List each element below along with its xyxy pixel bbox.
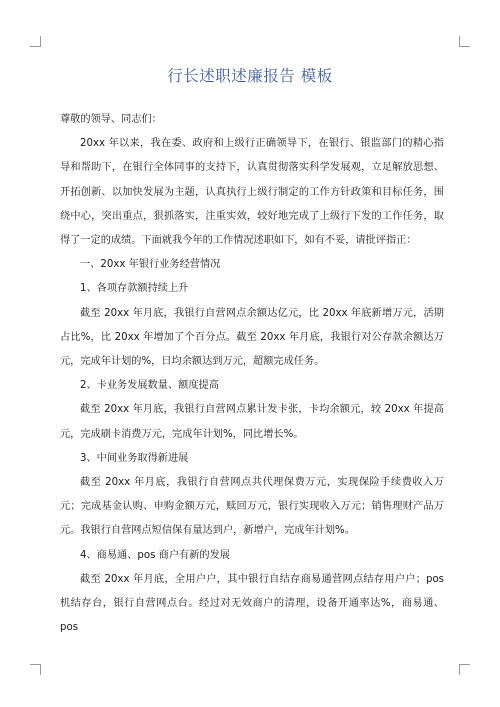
crop-mark-top-left bbox=[30, 36, 41, 47]
subsection-heading: 1、各项存款额持续上升 bbox=[80, 283, 189, 295]
subsection-heading: 4、商易通、pos 商户有新的发展 bbox=[80, 549, 230, 561]
body-paragraph: 截至 20xx 年月底，我银行自营网点累计发卡张，卡均余额元，较 20xx 年提高元，完成刷卡消费万元，完成年计划%，同比增长%。 bbox=[60, 404, 444, 440]
crop-mark-bottom-right bbox=[459, 664, 470, 675]
section-heading: 一、20xx 年银行业务经营情况 bbox=[80, 259, 221, 271]
subsection-heading: 3、中间业务取得新进展 bbox=[80, 452, 189, 464]
intro-paragraph: 20xx 年以来，我在委、政府和上级行正确领导下，在银行、银监部门的精心指导和帮助下，在银行全体同事的支持下，认真贯彻落实科学发展观，立足解放思想、开拓创新、以加快发展为主题，认真执行上级行制定的工作方针政策和目标任务，围绕中心，突出重点，狠抓落实，注重实效，较好地完成了上级行下发的工作任务，取得了一定的成绩。下面就我今年的工作情况述职如下，如有不妥，请批评指正： bbox=[60, 138, 444, 247]
body-paragraph: 截至 20xx 年月底，全用户户，其中银行自结存商易通营网点结存用户户；pos 机结存台，银行自营网点台。经过对无效商户的清理，设备开通率达%，商易通、pos bbox=[60, 573, 444, 634]
subsection-heading: 2、卡业务发展数量、额度提高 bbox=[80, 380, 219, 392]
document-title: 行长述职述廉报告 模板 bbox=[167, 67, 333, 85]
crop-mark-bottom-left bbox=[30, 664, 41, 675]
body-paragraph: 截至 20xx 年月底，我银行自营网点共代理保费万元，实现保险手续费收入万元；完成基金认购、申购金额万元，赎回万元，银行实现收入万元；销售理财产品万元。我银行自营网点短信保有量达到户，新增户，完成年计划%。 bbox=[60, 477, 444, 537]
document-body bbox=[60, 108, 444, 640]
body-paragraph: 截至 20xx 年月底，我银行自营网点余额达亿元，比 20xx 年底新增万元，活期占比%，比 20xx 年增加了个百分点。截至 20xx 年月底，我银行对公存款余额达万元，完成年计划的%，日均余额达到万元，超额完成任务。 bbox=[60, 307, 444, 368]
crop-mark-top-right bbox=[459, 36, 470, 47]
salutation: 尊敬的领导、同志们： bbox=[60, 114, 162, 125]
